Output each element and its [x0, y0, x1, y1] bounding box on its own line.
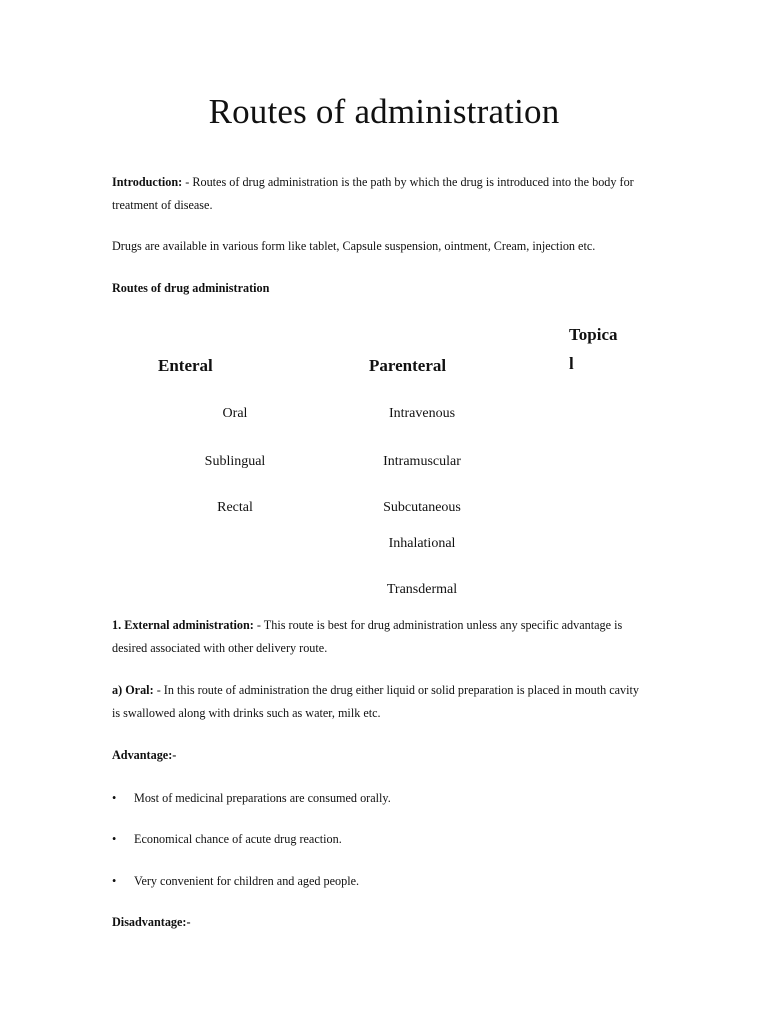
column-enteral: Enteral: [158, 356, 213, 375]
column-topical-line2: l: [569, 354, 574, 373]
bullet-icon: •: [112, 791, 117, 805]
advantage-text: Very convenient for children and aged people.: [134, 874, 360, 888]
external-administration-paragraph: [112, 614, 642, 660]
parenteral-route: Intramuscular: [383, 454, 461, 469]
enteral-route: Sublingual: [204, 454, 266, 469]
document-title: Routes of administration: [208, 92, 560, 131]
oral-label: a) Oral:: [112, 683, 154, 697]
advantage-heading: Advantage:-: [112, 748, 177, 762]
parenteral-route: Subcutaneous: [383, 500, 461, 515]
advantage-text: Economical chance of acute drug reaction.: [134, 832, 342, 846]
external-administration-text: - This route is best for drug administration unless any specific advantage is desired associated with other delivery route.: [112, 618, 623, 655]
parenteral-route: Transdermal: [386, 582, 458, 597]
oral-text: - In this route of administration the drug either liquid or solid preparation is placed in mouth cavity is swallowed along with drinks such as water, milk etc.: [112, 683, 639, 720]
column-topical-line1: Topica: [569, 325, 618, 344]
bullet-icon: •: [112, 832, 117, 846]
column-parenteral: Parenteral: [369, 356, 447, 375]
bullet-icon: •: [112, 874, 117, 888]
advantage-text: Most of medicinal preparations are consumed orally.: [134, 791, 391, 805]
parenteral-route: Inhalational: [388, 536, 456, 551]
introduction-text: - Routes of drug administration is the path by which the drug is introduced into the body for treatment of disease.: [112, 175, 634, 212]
introduction-label: Introduction:: [112, 175, 183, 189]
drug-forms-paragraph: Drugs are available in various form like tablet, Capsule suspension, ointment, Cream, injection etc.: [112, 239, 596, 253]
column-topical: [569, 325, 618, 374]
routes-heading: Routes of drug administration: [112, 281, 270, 295]
oral-paragraph: [112, 679, 642, 725]
enteral-route: Oral: [222, 406, 248, 421]
external-administration-label: 1. External administration:: [112, 618, 254, 632]
enteral-route: Rectal: [217, 500, 253, 515]
introduction-paragraph: [112, 171, 642, 217]
disadvantage-heading: Disadvantage:-: [112, 915, 191, 929]
parenteral-route: Intravenous: [388, 406, 456, 421]
